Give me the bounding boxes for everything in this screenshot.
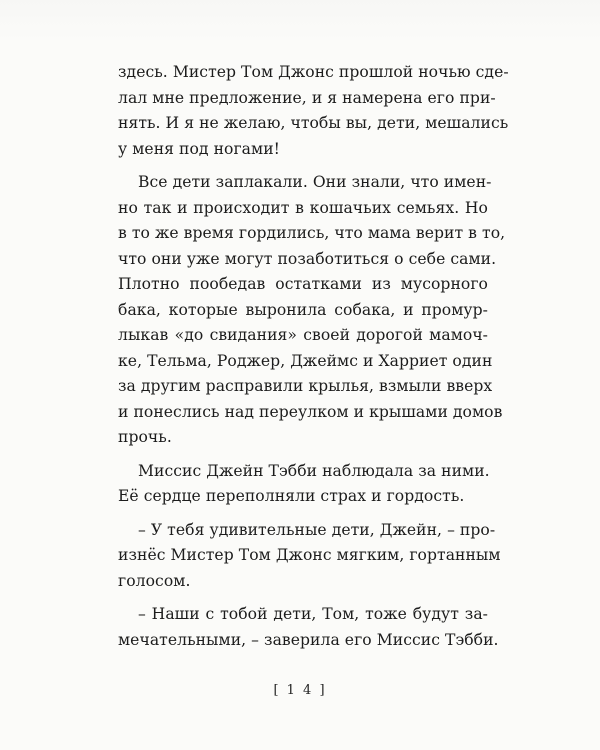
text-line: но так и происходит в кошачьих семьях. Но: [118, 198, 488, 217]
text-line: – Наши с тобой дети, Том, тоже будут за-: [138, 605, 488, 623]
text-line: лал мне предложение, и я намерена его при-: [118, 88, 496, 107]
text-line: мечательными, – заверила его Миссис Тэбби.: [118, 630, 499, 649]
text-line: за другим расправили крылья, взмыли вверх: [118, 377, 493, 395]
text-line: Миссис Джейн Тэбби наблюдала за ними.: [138, 461, 490, 480]
text-line: голосом.: [118, 571, 191, 590]
text-line: у меня под ногами!: [118, 139, 280, 158]
paragraph: [118, 602, 499, 653]
text-line: – У тебя удивительные дети, Джейн, – про-: [138, 520, 496, 539]
text-line: нять. И я не желаю, чтобы вы, дети, мешались: [118, 114, 509, 132]
text-line: и понеслись над переулком и крышами домов: [118, 402, 503, 421]
paragraph: [118, 60, 509, 162]
text-line: Её сердце переполняли страх и гордость.: [118, 487, 465, 505]
text-line: ке, Тельма, Роджер, Джеймс и Харриет один: [118, 351, 493, 370]
text-line: бака, которые выронила собака, и промур-: [118, 300, 488, 319]
text-line: что они уже могут позаботиться о себе сами.: [118, 249, 497, 268]
text-line: лыкав «до свидания» своей дорогой мамоч-: [118, 326, 488, 344]
text-line: прочь.: [118, 428, 172, 446]
paragraph: [118, 170, 506, 451]
text-line: Все дети заплакали. Они знали, что имен-: [138, 173, 492, 191]
text-line: здесь. Мистер Том Джонс прошлой ночью сде-: [118, 63, 509, 81]
text-line: изнёс Мистер Том Джонс мягким, гортанным: [118, 546, 501, 564]
body-text: [118, 60, 509, 653]
text-line: в то же время гордились, что мама верит в то,: [118, 224, 506, 242]
paragraph: [118, 459, 488, 510]
text-line: Плотно пообедав остатками из мусорного: [118, 275, 488, 293]
paragraph: [118, 518, 501, 595]
page-number: [ 1 4 ]: [273, 683, 327, 698]
